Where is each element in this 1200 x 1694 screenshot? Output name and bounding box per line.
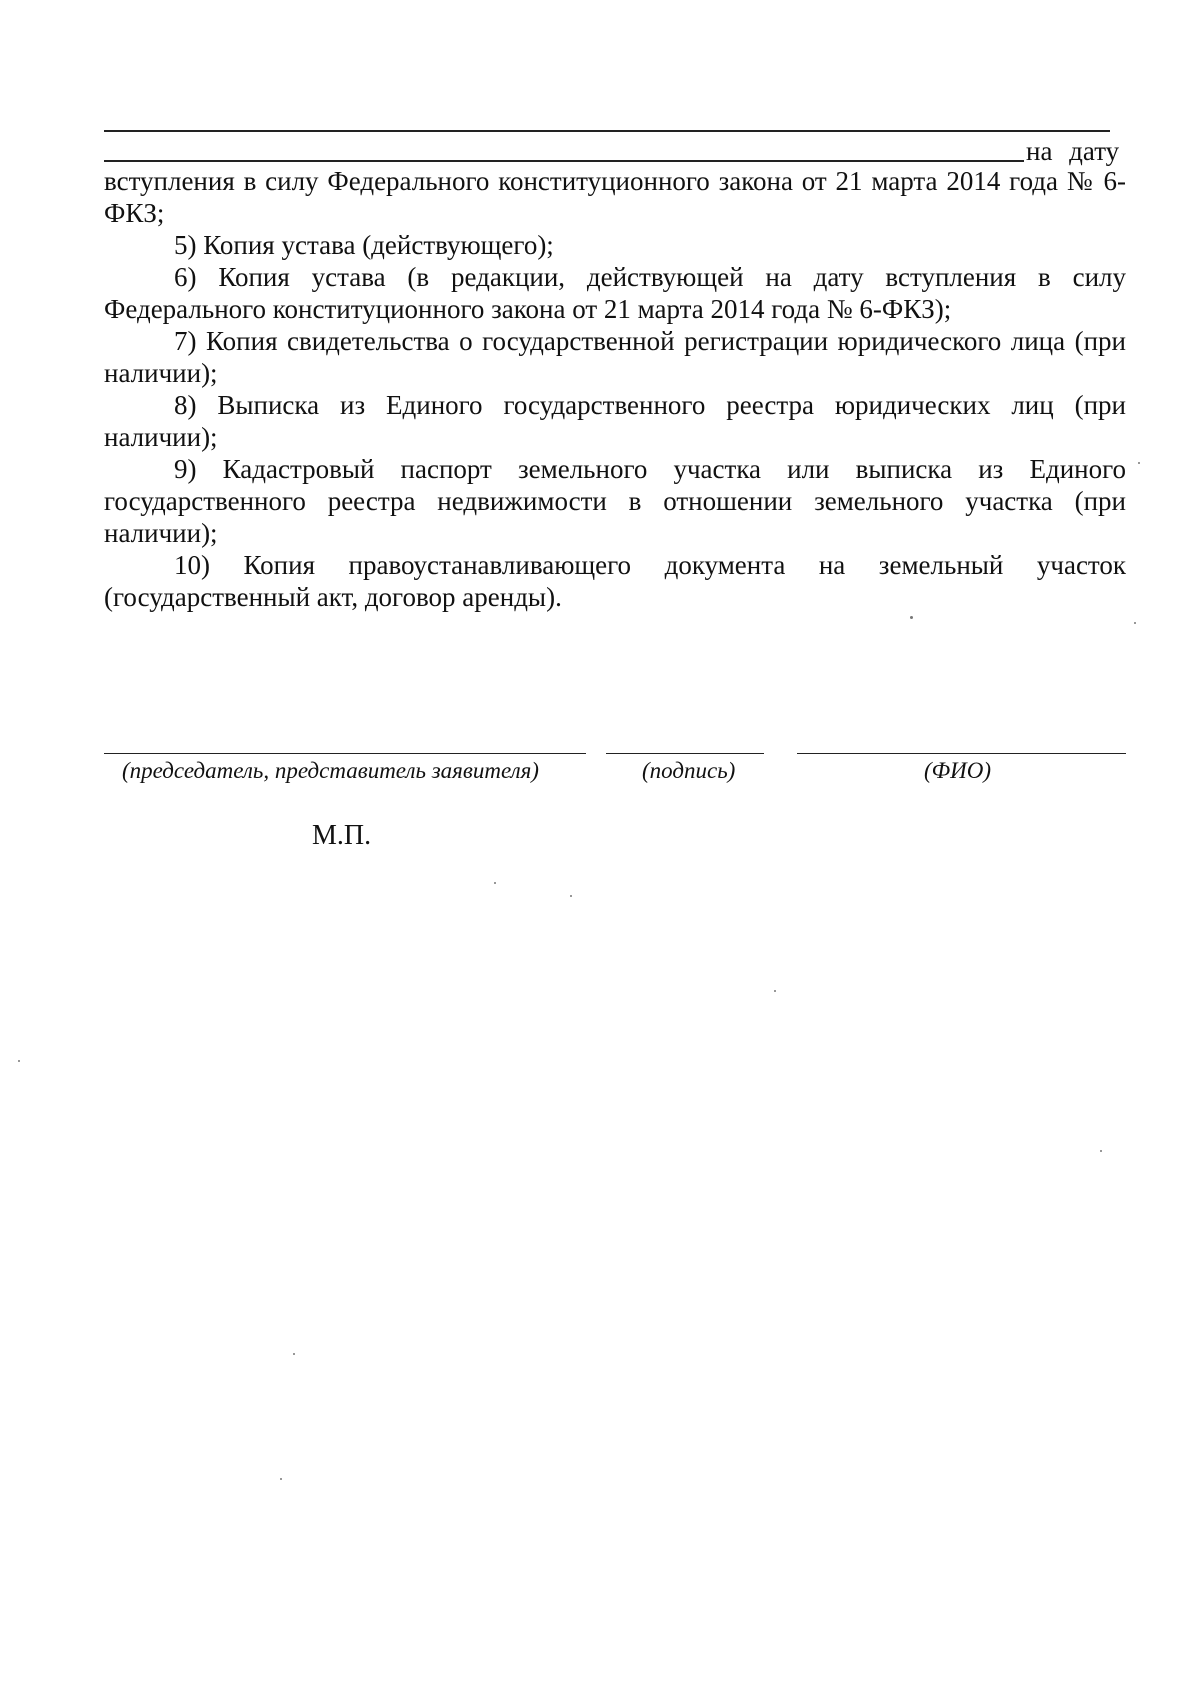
- list-item-9: 9) Кадастровый паспорт земельного участка или выписка из Единого государственного реестра недвижимости в отношении земельного участка (при наличии);: [104, 454, 1126, 548]
- role-signature-line: [104, 753, 586, 754]
- scan-speck: [1100, 1150, 1102, 1152]
- list-item-7: 7) Копия свидетельства о государственной регистрации юридического лица (при наличии);: [104, 326, 1126, 388]
- scan-speck: [570, 895, 572, 897]
- name-signature-line: [797, 753, 1126, 754]
- blank-fill-line-top: [104, 130, 1110, 132]
- scan-speck: [910, 616, 913, 619]
- document-body: [104, 165, 1126, 613]
- scan-speck: [293, 1353, 295, 1355]
- scan-speck: [774, 990, 776, 992]
- list-item-6: 6) Копия устава (в редакции, действующей на дату вступления в силу Федерального конституционного закона от 21 марта 2014 года № 6-ФКЗ);: [104, 262, 1126, 324]
- signature-line: [606, 753, 764, 754]
- scan-speck: [494, 882, 496, 884]
- line-ending-text: на дату: [1026, 136, 1120, 166]
- scan-speck: [1138, 462, 1140, 464]
- name-caption: (ФИО): [924, 758, 992, 783]
- scan-speck: [1134, 622, 1136, 624]
- role-caption: (председатель, представитель заявителя): [122, 758, 539, 783]
- blank-fill-line-second: [104, 160, 1024, 162]
- signature-caption: (подпись): [642, 758, 736, 783]
- paragraph-continuation: вступления в силу Федерального конституционного закона от 21 марта 2014 года № 6-ФКЗ;: [104, 166, 1126, 228]
- stamp-place-label: М.П.: [312, 820, 372, 851]
- scan-speck: [280, 1478, 282, 1480]
- list-item-10: 10) Копия правоустанавливающего документа на земельный участок (государственный акт, договор аренды).: [104, 550, 1126, 612]
- list-item-5: 5) Копия устава (действующего);: [174, 230, 554, 260]
- list-item-8: 8) Выписка из Единого государственного реестра юридических лиц (при наличии);: [104, 390, 1126, 452]
- scan-speck: [18, 1060, 20, 1062]
